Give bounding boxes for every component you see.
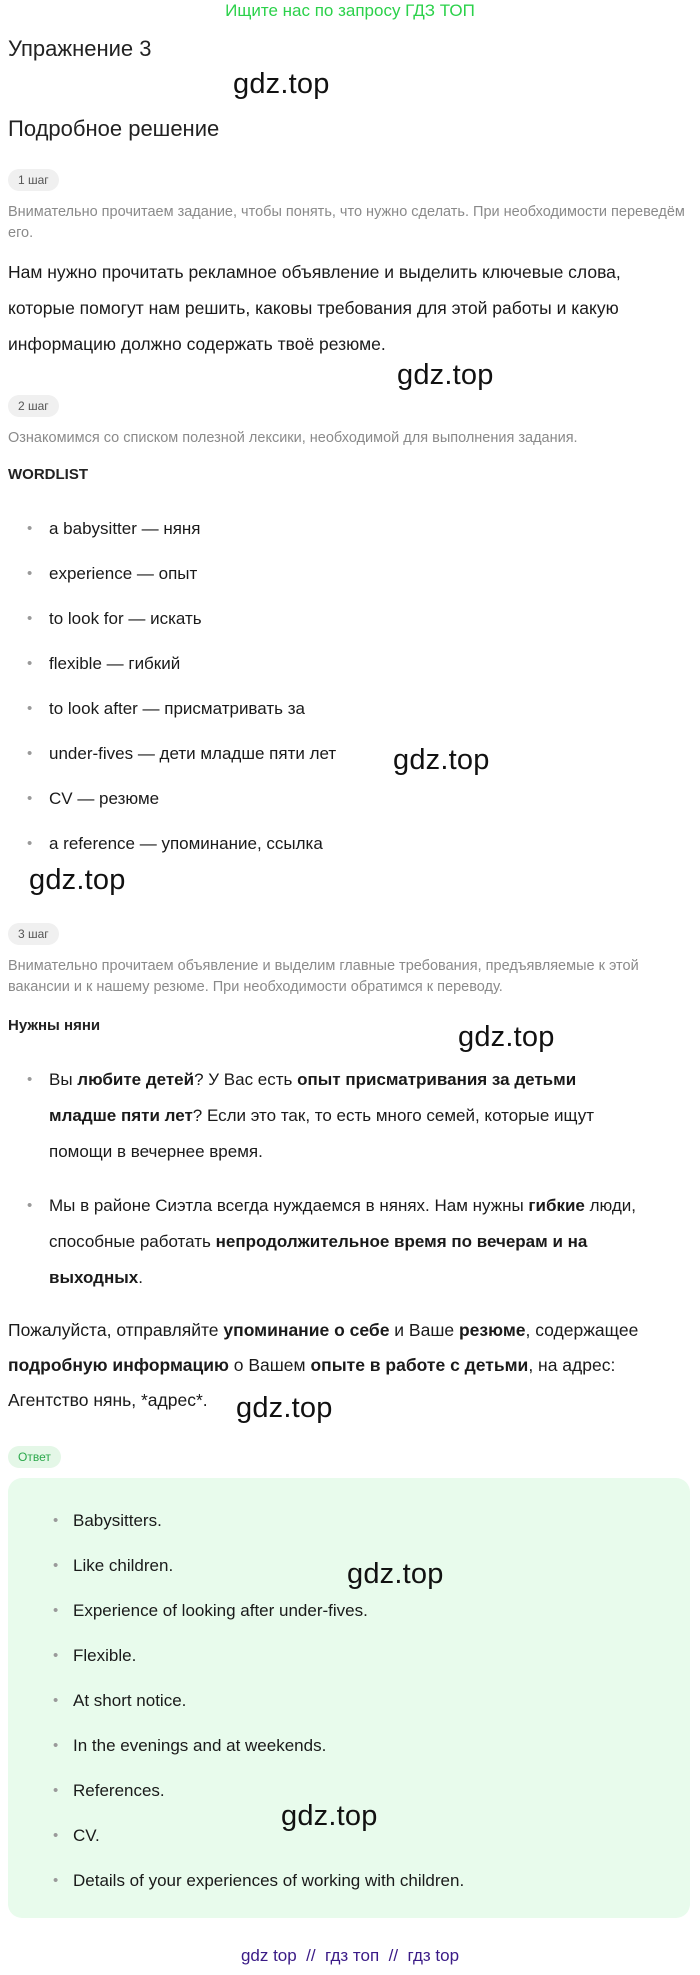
wordlist-item: • under-fives — дети младше пяти лет [27, 744, 337, 763]
ad-heading: Нужны няни [8, 1017, 101, 1034]
wordlist-item: • CV — резюме [27, 789, 160, 808]
step-badge-2: 2 шаг [8, 395, 59, 417]
answer-list [8, 1498, 668, 1903]
answer-item: • At short notice. [53, 1691, 187, 1710]
answer-item: • Babysitters. [53, 1511, 162, 1530]
answer-item: • Details of your experiences of working with children. [53, 1871, 465, 1890]
wordlist [8, 506, 648, 866]
answer-item: • In the evenings and at weekends. [53, 1736, 327, 1755]
wordlist-item: • flexible — гибкий [27, 654, 181, 673]
footer-links[interactable]: gdz top // гдз топ // гдз top [240, 1946, 460, 1965]
answer-item: • Flexible. [53, 1646, 137, 1665]
watermark: gdz.top [347, 1558, 444, 1590]
step-3-hint: Внимательно прочитаем объявление и выделим главные требования, предъявляемые к этой вакансии и к нашему резюме. При необходимости обратимся к переводу. [8, 958, 639, 995]
watermark: gdz.top [458, 1021, 555, 1053]
wordlist-item: • a reference — упоминание, ссылка [27, 834, 323, 853]
wordlist-heading: WORDLIST [8, 466, 88, 483]
watermark: gdz.top [236, 1392, 333, 1424]
wordlist-item: • a babysitter — няня [27, 519, 201, 538]
answer-item: • Like children. [53, 1556, 174, 1575]
watermark: gdz.top [29, 864, 126, 896]
step-badge-1: 1 шаг [8, 169, 59, 191]
watermark: gdz.top [281, 1800, 378, 1832]
watermark: gdz.top [397, 359, 494, 391]
answer-box [8, 1478, 690, 1918]
wordlist-item: • to look for — искать [27, 609, 202, 628]
step-2-hint: Ознакомимся со списком полезной лексики, необходимой для выполнения задания. [8, 430, 578, 446]
step-badge-3: 3 шаг [8, 923, 59, 945]
ad-contact-paragraph: Пожалуйста, отправляйте упоминание о себе и Ваше резюме, содержащее подробную информацию о Вашем опыте в работе с детьми, на адрес: Агентство нянь, *адрес*. [8, 1320, 639, 1410]
ad-paragraph: • Вы любите детей? У Вас есть опыт присматривания за детьми младше пяти лет? Если это так, то есть много семей, которые ищут помощи в вечернее время. [27, 1070, 595, 1161]
watermark: gdz.top [233, 68, 330, 100]
wordlist-item: • experience — опыт [27, 564, 198, 583]
answer-badge: Ответ [8, 1446, 61, 1468]
watermark: gdz.top [393, 744, 490, 776]
answer-item: • Experience of looking after under-fives. [53, 1601, 368, 1620]
ad-text [8, 1062, 648, 1314]
section-title: Подробное решение [8, 116, 220, 141]
ad-paragraph: • Мы в районе Сиэтла всегда нуждаемся в нянях. Нам нужны гибкие люди, способные работать непродолжительное время по вечерам и на выходных. [27, 1196, 637, 1287]
step-1-hint: Внимательно прочитаем задание, чтобы понять, что нужно сделать. При необходимости переведём его. [8, 204, 685, 241]
step-1-text: Нам нужно прочитать рекламное объявление и выделить ключевые слова, которые помогут нам решить, каковы требования для этой работы и какую информацию должно содержать твоё резюме. [8, 262, 621, 354]
wordlist-item: • to look after — присматривать за [27, 699, 305, 718]
page-title: Упражнение 3 [8, 36, 152, 61]
search-banner[interactable]: Ищите нас по запросу ГДЗ ТОП [225, 1, 475, 20]
answer-item: • References. [53, 1781, 165, 1800]
answer-item: • CV. [53, 1826, 100, 1845]
